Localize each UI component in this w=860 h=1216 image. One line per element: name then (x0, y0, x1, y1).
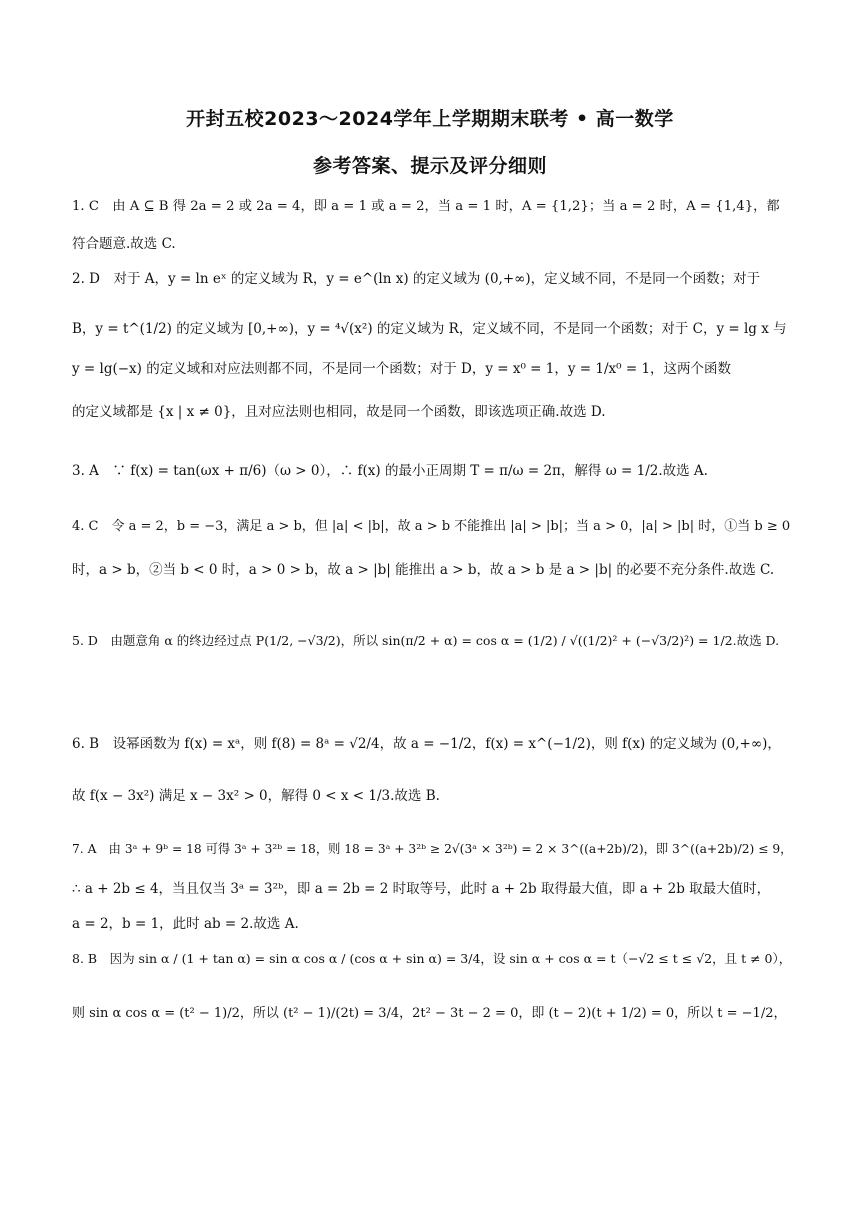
answer-8-line-2: 则 sin α cos α = (t² − 1)/2，所以 (t² − 1)/(2t) = 3/4，2t² − 3t − 2 = 0，即 (t − 2)(t + 1/2) = 0，所以 t = −1/2， (72, 1006, 787, 1021)
answer-2-line-2: B，y = t^(1/2) 的定义域为 [0,+∞)，y = ⁴√(x²) 的定义域为 R，定义域不同，不是同一个函数；对于 C，y = lg x 与 (72, 321, 787, 337)
answer-4-line-2: 时，a > b，②当 b < 0 时，a > 0 > b，故 a > |b| 能推出 a > b，故 a > b 是 a > |b| 的必要不充分条件.故选 C. (72, 562, 775, 578)
answer-2-line-1: 2. D 对于 A，y = ln eˣ 的定义域为 R，y = e^(ln x) 的定义域为 (0,+∞)，定义域不同，不是同一个函数；对于 (72, 271, 761, 287)
answer-2-line-3: y = lg(−x) 的定义域和对应法则都不同，不是同一个函数；对于 D，y = x⁰ = 1，y = 1/x⁰ = 1，这两个函数 (72, 361, 732, 377)
answer-7-line-3: a = 2，b = 1，此时 ab = 2.故选 A. (72, 916, 299, 932)
answer-3-line-1: 3. A ∵ f(x) = tan(ωx + π/6)（ω > 0），∴ f(x) 的最小正周期 T = π/ω = 2π，解得 ω = 1/2.故选 A. (72, 463, 708, 479)
answer-6-line-2: 故 f(x − 3x²) 满足 x − 3x² > 0，解得 0 < x < 1/3.故选 B. (72, 788, 440, 804)
answer-6-line-1: 6. B 设幂函数为 f(x) = xᵃ，则 f(8) = 8ᵃ = √2/4，故 a = −1/2，f(x) = x^(−1/2)，则 f(x) 的定义域为 (0,+∞)， (72, 736, 781, 752)
answer-5-line-1: 5. D 由题意角 α 的终边经过点 P(1/2, −√3/2)，所以 sin(π/2 + α) = cos α = (1/2) / √((1/2)² + (−√3/2)²) = 1/2.故选 D. (72, 633, 780, 648)
answer-1-line-2: 符合题意.故选 C. (72, 236, 176, 252)
answer-2-line-4: 的定义域都是 {x | x ≠ 0}，且对应法则也相同，故是同一个函数，即该选项正确.故选 D. (72, 404, 606, 420)
answer-7-line-1: 7. A 由 3ᵃ + 9ᵇ = 18 可得 3ᵃ + 3²ᵇ = 18，则 18 = 3ᵃ + 3²ᵇ ≥ 2√(3ᵃ × 3²ᵇ) = 2 × 3^((a+2b)/2)，即 3^((a+2b)/2) ≤ 9， (72, 842, 792, 856)
document-subtitle: 参考答案、提示及评分细则 (312, 155, 547, 177)
answer-7-line-2: ∴ a + 2b ≤ 4，当且仅当 3ᵃ = 3²ᵇ，即 a = 2b = 2 时取等号，此时 a + 2b 取得最大值，即 a + 2b 取最大值时， (72, 881, 771, 897)
document-title: 开封五校2023～2024学年上学期期末联考 • 高一数学 (186, 108, 674, 130)
answer-1-line-1: 1. C 由 A ⊆ B 得 2a = 2 或 2a = 4，即 a = 1 或 a = 2，当 a = 1 时，A = {1,2}；当 a = 2 时，A = {1,4}，都 (72, 199, 780, 214)
answer-4-line-1: 4. C 令 a = 2，b = −3，满足 a > b，但 |a| < |b|，故 a > b 不能推出 |a| > |b|；当 a > 0，|a| > |b| 时，①当 b ≥ 0 (72, 519, 791, 534)
answer-8-line-1: 8. B 因为 sin α / (1 + tan α) = sin α cos α / (cos α + sin α) = 3/4，设 sin α + cos α = t（−√2 ≤ t ≤ √2，且 t ≠ 0）， (72, 951, 792, 966)
